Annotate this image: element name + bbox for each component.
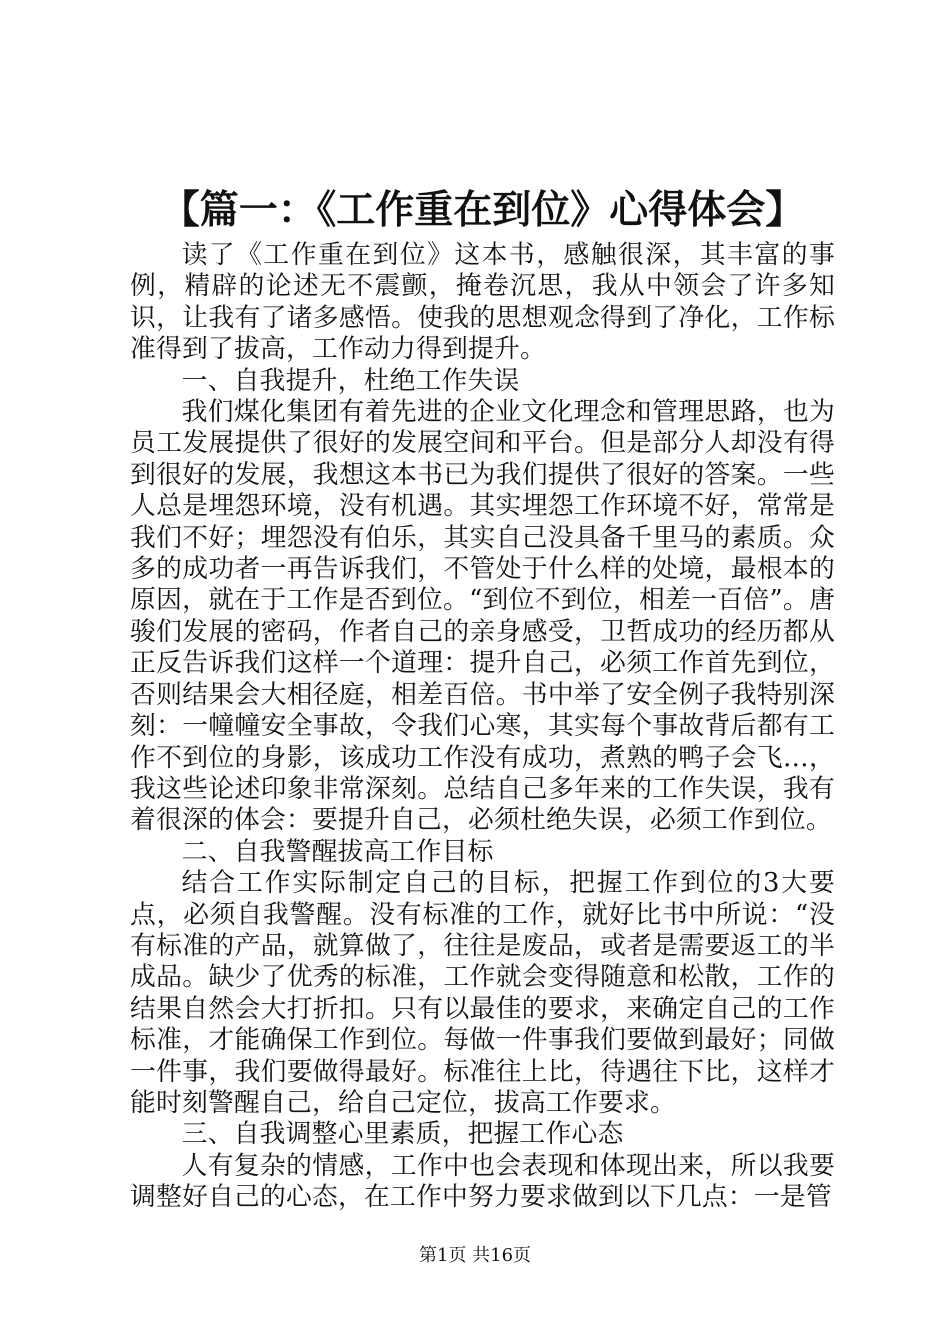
- section-3-paragraph: 人有复杂的情感，工作中也会表现和体现出来，所以我要调整好自己的心态，在工作中努力要求做到以下几点：一是管: [130, 1150, 835, 1213]
- section-heading-1: 一、自我提升，杜绝工作失误: [181, 365, 520, 396]
- section-heading-3: 三、自我调整心里素质，把握工作心态: [181, 1119, 624, 1150]
- section-2-paragraph: 结合工作实际制定自己的目标，把握工作到位的3大要点，必须自我警醒。没有标准的工作，就好比书中所说：“没有标准的产品，就算做了，往往是废品，或者是需要返工的半成品。缺少了优秀的标准，工作就会变得随意和松散，工作的结果自然会大打折扣。只有以最佳的要求，来确定自己的工作标准，才能确保工作到位。每做一件事我们要做到最好；同做一件事，我们要做得最好。标准往上比，待遇往下比，这样才能时刻警醒自己，给自己定位，拔高工作要求。: [130, 868, 835, 1118]
- section-1-paragraph: 我们煤化集团有着先进的企业文化理念和管理思路，也为员工发展提供了很好的发展空间和平台。但是部分人却没有得到很好的发展，我想这本书已为我们提供了很好的答案。一些人总是埋怨环境，没有机遇。其实埋怨工作环境不好，常常是我们不好；埋怨没有伯乐，其实自己没具备千里马的素质。众多的成功者一再告诉我们，不管处于什么样的处境，最根本的原因，就在于工作是否到位。“到位不到位，相差一百倍”。唐骏们发展的密码，作者自己的亲身感受，卫哲成功的经历都从正反告诉我们这样一个道理：提升自己，必须工作首先到位，否则结果会大相径庭，相差百倍。书中举了安全例子我特别深刻：一幢幢安全事故，令我们心寒，其实每个事故背后都有工作不到位的身影，该成功工作没有成功，煮熟的鸭子会飞…，我这些论述印象非常深刻。总结自己多年来的工作失误，我有着很深的体会：要提升自己，必须杜绝失误，必须工作到位。: [130, 397, 835, 836]
- document-title: 【篇一：《工作重在到位》心得体会】: [160, 187, 805, 233]
- page-footer: 第1页 共16页: [418, 1245, 532, 1266]
- document-page: [130, 180, 835, 1214]
- intro-paragraph: 读了《工作重在到位》这本书，感触很深，其丰富的事例，精辟的论述无不震颤，掩卷沉思，我从中领会了许多知识，让我有了诸多感悟。使我的思想观念得到了净化，工作标准得到了拔高，工作动力得到提升。: [130, 240, 835, 365]
- section-heading-2: 二、自我警醒拔高工作目标: [181, 836, 494, 867]
- document-body: [130, 240, 835, 1214]
